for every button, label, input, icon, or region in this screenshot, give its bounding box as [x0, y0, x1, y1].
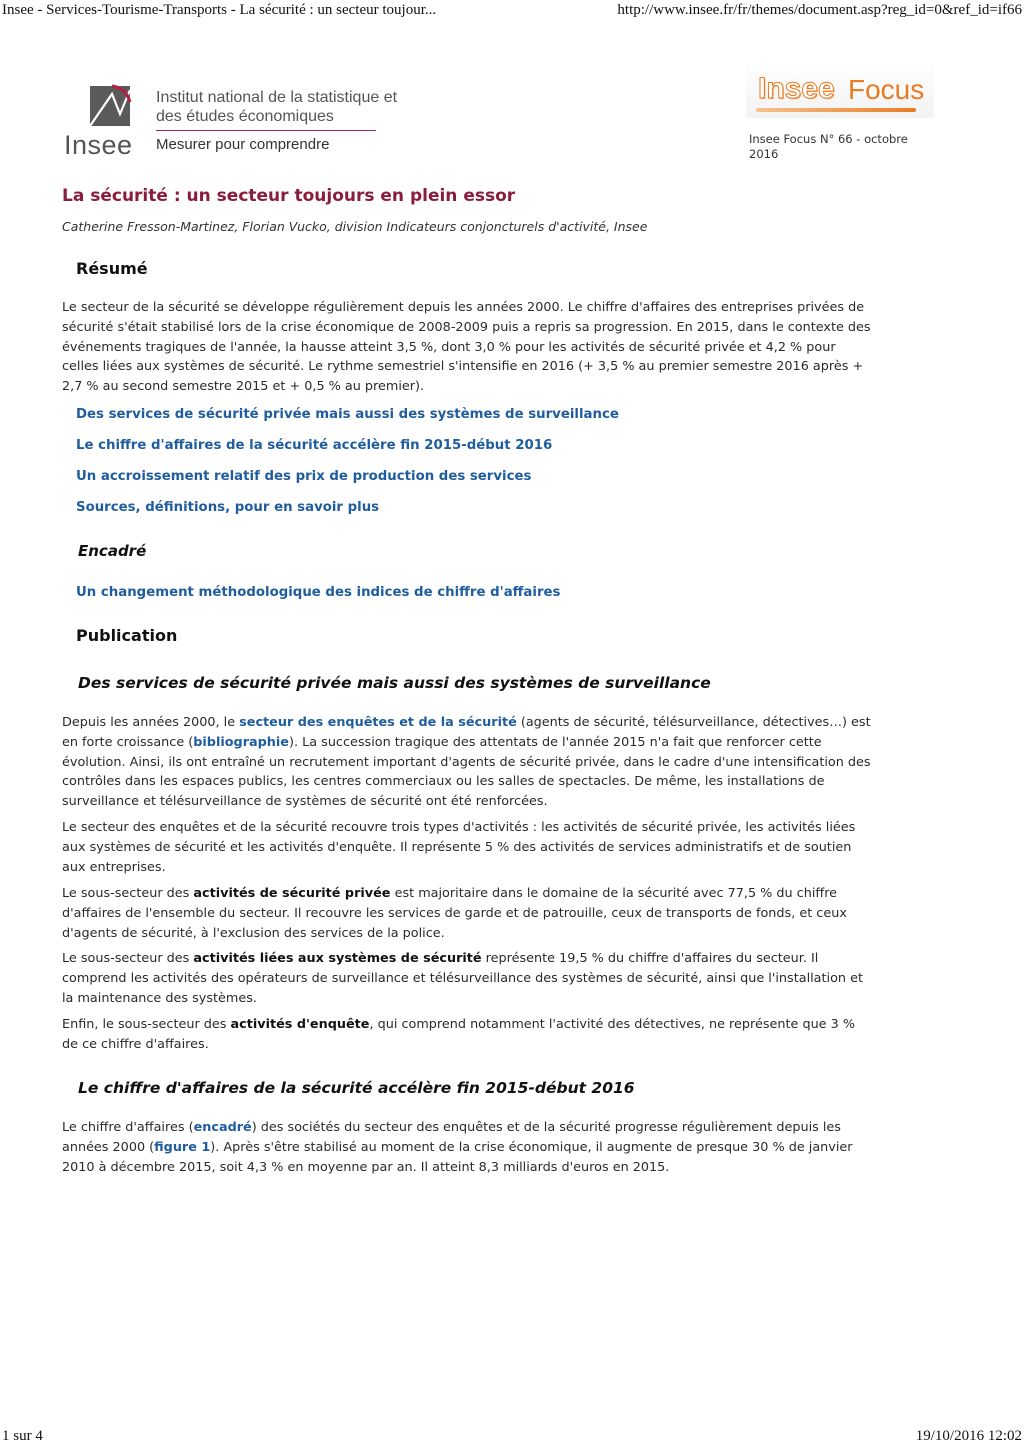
section2-paragraph-1	[62, 1118, 872, 1177]
link-encadre[interactable]: encadré	[193, 1120, 252, 1135]
section1-paragraph-1	[62, 713, 872, 812]
s1p1-text-c: ). La succession tragique des attentats de l'année 2015 n'a fait que renforcer cette évolution. Ainsi, ils ont entraîné un recrutement important d'agents de sécurité privée, dans le cadre d'une intensification des contrôles dans les espaces publics, les centres commerciaux ou les salles de spectacles. De même, les installations de surveillance et télésurveillance de systèmes de sécurité ont été renforcées.	[62, 734, 871, 810]
article-title: La sécurité : un secteur toujours en plein essor	[62, 186, 516, 206]
s1p3-text-b: est majoritaire dans le domaine de la sécurité avec 77,5 % du chiffre d'affaires de l'ensemble du secteur. Il recouvre les services de garde et de patrouille, ceux de transports de fonds, et ceux d'agents de sécurité, à l'exclusion des services de la police.	[62, 886, 847, 941]
print-header-title: Insee - Services-Tourisme-Transports - La sécurité : un secteur toujour...	[2, 2, 437, 18]
insee-logo-word: Insee	[64, 130, 133, 160]
s1p1-text-a: Depuis les années 2000, le	[62, 715, 240, 730]
encadre-heading: Encadré	[78, 542, 147, 560]
link-bibliographie[interactable]: bibliographie	[193, 734, 289, 750]
toc-link-sources[interactable]: Sources, définitions, pour en savoir plus	[76, 500, 380, 515]
resume-text: Le secteur de la sécurité se développe régulièrement depuis les années 2000. Le chiffre d'affaires des entreprises privées de sécurité s'était stabilisé lors de la crise économique de 2008-2009 puis a repris sa progression. En 2015, dans le contexte des événements tragiques de l'année, la hausse atteint 3,5 %, dont 3,0 % pour les activités de sécurité privée et 4,2 % pour celles liées aux systèmes de sécurité. Le rythme semestriel s'intensifie en 2016 (+ 3,5 % au premier semestre 2016 après + 2,7 % au second semestre 2015 et + 0,5 % au premier).	[62, 300, 871, 395]
toc-link-prix[interactable]: Un accroissement relatif des prix de production des services	[76, 469, 532, 484]
section2-title: Le chiffre d'affaires de la sécurité accélère fin 2015-début 2016	[78, 1079, 635, 1097]
s1p5-text-b: , qui comprend notamment l'activité des détectives, ne représente que 3 % de ce chiffre d'affaires.	[62, 1017, 855, 1052]
s1p5-text-a: Enfin, le sous-secteur des	[62, 1017, 231, 1032]
s2p1-text-c: ). Après s'être stabilisé au moment de la crise économique, il augmente de presque 30 % de janvier 2010 à décembre 2015, soit 4,3 % en moyenne par an. Il atteint 8,3 milliards d'euros en 2015.	[62, 1139, 853, 1175]
focus-issue-number: Insee Focus N° 66 - octobre 2016	[749, 132, 908, 161]
focus-brand-focus: Focus	[848, 74, 925, 105]
s1p1-text-b: (agents de sécurité, télésurveillance, détectives…) est en forte croissance (	[62, 715, 871, 750]
insee-logo[interactable]	[64, 84, 424, 164]
s1p4-bold: activités liées aux systèmes de sécurité	[193, 951, 482, 966]
insee-focus-badge	[740, 62, 940, 172]
s1p5-bold: activités d'enquête	[230, 1017, 370, 1032]
link-figure-1[interactable]: figure 1	[154, 1139, 211, 1155]
resume-heading: Résumé	[76, 259, 148, 278]
section1-paragraph-4	[62, 949, 872, 1008]
s1p4-text-b: représente 19,5 % du chiffre d'affaires du secteur. Il comprend les activités des opérateurs de surveillance et télésurveillance des systèmes de sécurité, ainsi que l'installation et la maintenance des systèmes.	[62, 951, 863, 1006]
section1-paragraph-2: Le secteur des enquêtes et de la sécurité recouvre trois types d'activités : les activités de sécurité privée, les activités liées aux systèmes de sécurité et les activités d'enquête. Il représente 5 % des activités de services administratifs et de soutien aux entreprises.	[62, 820, 856, 875]
section1-title: Des services de sécurité privée mais aussi des systèmes de surveillance	[78, 674, 711, 692]
page-counter: 1 sur 4	[2, 1428, 43, 1444]
s1p4-text-a: Le sous-secteur des	[62, 951, 194, 966]
print-header	[0, 2, 1024, 22]
insee-logo-mark-icon	[86, 84, 134, 132]
toc-link-chiffre-affaires[interactable]: Le chiffre d'affaires de la sécurité accélère fin 2015-début 2016	[76, 438, 553, 453]
s2p1-text-a: Le chiffre d'affaires (	[62, 1120, 194, 1135]
toc-link-services[interactable]: Des services de sécurité privée mais aussi des systèmes de surveillance	[76, 407, 619, 422]
print-footer	[0, 1428, 1024, 1448]
print-datetime: 19/10/2016 12:02	[915, 1428, 1022, 1444]
section1-paragraph-3	[62, 884, 872, 943]
print-header-url: http://www.insee.fr/fr/themes/document.asp?reg_id=0&ref_id=if66	[617, 2, 1022, 18]
focus-brand-insee: Insee	[758, 72, 835, 105]
encadre-link[interactable]: Un changement méthodologique des indices de chiffre d'affaires	[76, 585, 561, 600]
focus-swoosh	[756, 108, 916, 112]
s2p1-text-b: ) des sociétés du secteur des enquêtes et de la sécurité progresse régulièrement depuis les années 2000 (	[62, 1120, 841, 1155]
logo-tagline: Mesurer pour comprendre	[156, 136, 330, 153]
publication-heading: Publication	[76, 626, 178, 645]
article-authors: Catherine Fresson-Martinez, Florian Vucko, division Indicateurs conjoncturels d'activité, Insee	[62, 219, 648, 234]
s1p3-text-a: Le sous-secteur des	[62, 886, 194, 901]
institute-name: Institut national de la statistique et des études économiques	[156, 89, 398, 125]
section1-paragraph-5	[62, 1015, 872, 1055]
s1p3-bold: activités de sécurité privée	[193, 886, 391, 901]
link-secteur-enquetes[interactable]: secteur des enquêtes et de la sécurité	[239, 715, 517, 730]
logo-divider	[156, 130, 376, 131]
